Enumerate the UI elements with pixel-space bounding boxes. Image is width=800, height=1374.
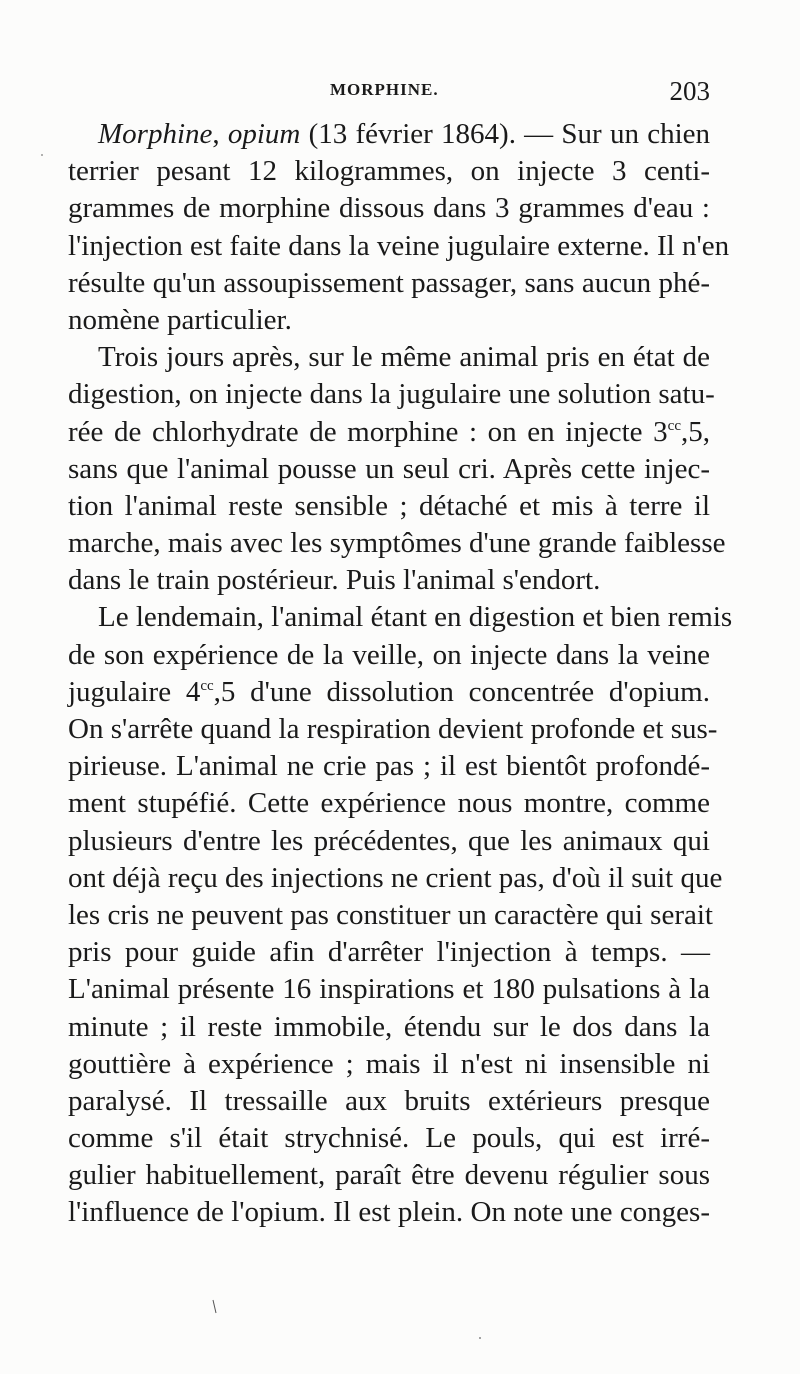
text-line: de son expérience de la veille, on injecte dans la veine	[68, 638, 710, 671]
page-number: 203	[669, 76, 710, 106]
text-line: digestion, on injecte dans la jugulaire une solution satu-	[68, 378, 715, 411]
text-line: ont déjà reçu des injections ne crient pas, d'où il suit que	[68, 861, 723, 894]
text-line: pris pour guide afin d'arrêter l'injection à temps. —	[68, 936, 710, 969]
text-line: paralysé. Il tressaille aux bruits extérieurs presque	[68, 1084, 710, 1117]
running-head	[60, 78, 710, 108]
text-line: minute ; il reste immobile, étendu sur le dos dans la	[68, 1010, 710, 1043]
text-line: Morphine, opium (13 février 1864). — Sur un chien	[98, 118, 710, 150]
text-line: gulier habituellement, paraît être devenu régulier sous	[68, 1159, 710, 1192]
text-line: marche, mais avec les symptômes d'une grande faiblesse	[68, 527, 726, 560]
text-line: résulte qu'un assoupissement passager, sans aucun phé-	[68, 266, 710, 299]
text-line: On s'arrête quand la respiration devient profonde et sus-	[68, 713, 718, 745]
text-line: gouttière à expérience ; mais il n'est ni insensible ni	[68, 1047, 710, 1080]
text-line: pirieuse. L'animal ne crie pas ; il est bientôt profondé-	[68, 750, 710, 783]
text-line: sans que l'animal pousse un seul cri. Après cette injec-	[68, 452, 710, 485]
text-line: plusieurs d'entre les précédentes, que les animaux qui	[68, 824, 710, 857]
text-line: les cris ne peuvent pas constituer un caractère qui serait	[68, 898, 713, 931]
text-line: tion l'animal reste sensible ; détaché et mis à terre il	[68, 489, 710, 522]
text-line: l'influence de l'opium. Il est plein. On note une conges-	[68, 1196, 710, 1229]
text-line: nomène particulier.	[68, 303, 292, 336]
text-line: terrier pesant 12 kilogrammes, on injecte 3 centi-	[68, 155, 710, 188]
running-title: MORPHINE.	[330, 80, 439, 99]
text-line: L'animal présente 16 inspirations et 180 pulsations à la	[68, 973, 710, 1006]
text-line: jugulaire $4^{cc},5$ d'une dissolution concentrée d'opium.	[68, 675, 710, 708]
text-line: rée de chlorhydrate de morphine : on en injecte $3^{cc},5$,	[68, 415, 710, 448]
text-line: Le lendemain, l'animal étant en digestion et bien remis	[98, 601, 733, 634]
text-line: ment stupéfié. Cette expérience nous montre, comme	[68, 787, 710, 820]
text-line: dans le train postérieur. Puis l'animal s'endort.	[68, 564, 601, 597]
text-line: l'injection est faite dans la veine jugulaire externe. Il n'en	[68, 229, 730, 262]
text-line: comme s'il était strychnisé. Le pouls, qui est irré-	[68, 1122, 710, 1155]
text-line: grammes de morphine dissous dans 3 grammes d'eau :	[68, 192, 710, 225]
body-text	[68, 116, 733, 1232]
text-line: Trois jours après, sur le même animal pris en état de	[98, 341, 710, 374]
